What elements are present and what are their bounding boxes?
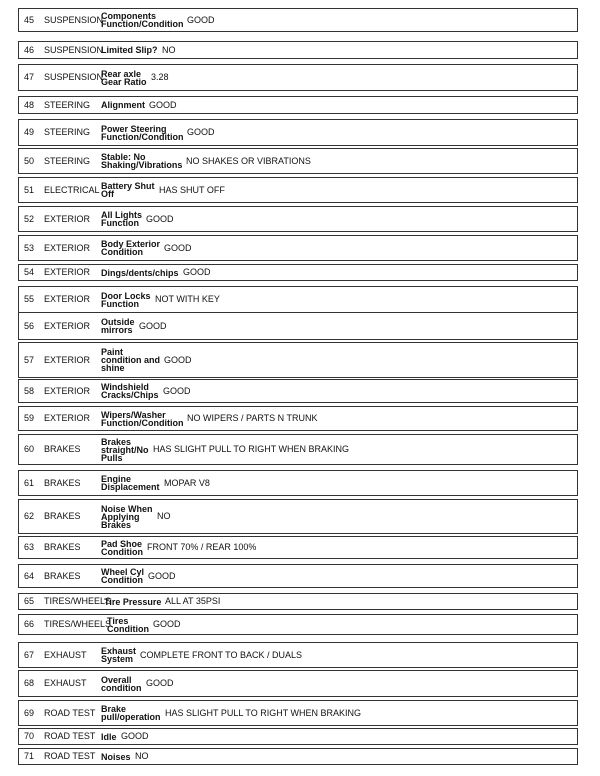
row-item: Noise When Applying Brakes [101, 503, 153, 530]
row-number: 51 [24, 184, 35, 195]
row-category: SUSPENSION [44, 44, 104, 55]
row-item: Rear axle Gear Ratio [101, 68, 147, 87]
row-category: EXHAUST [44, 678, 87, 688]
row-item: Alignment [101, 100, 145, 110]
row-value: GOOD [187, 127, 215, 137]
row-item: Exhaust System [101, 646, 137, 664]
row-number: 67 [24, 649, 35, 660]
row-item: Outside mirrors [101, 317, 135, 335]
row-value: NO SHAKES OR VIBRATIONS [186, 155, 311, 166]
table-row [18, 670, 578, 697]
row-category: EXTERIOR [44, 213, 91, 224]
row-number: 70 [24, 731, 35, 741]
table-row [18, 235, 578, 261]
row-value: GOOD [163, 385, 191, 396]
row-number: 52 [24, 213, 35, 224]
row-value: NOT WITH KEY [155, 294, 220, 304]
row-category: BRAKES [44, 570, 81, 581]
row-item: Pad Shoe Condition [101, 538, 143, 557]
table-row [18, 614, 578, 635]
row-number: 49 [24, 127, 35, 137]
table-row [18, 728, 578, 745]
row-category: STEERING [44, 99, 91, 110]
row-category: ROAD TEST [44, 707, 96, 718]
row-value: COMPLETE FRONT TO BACK / DUALS [140, 649, 303, 660]
row-number: 54 [24, 267, 35, 277]
row-item: Stable: No Shaking/Vibrations [101, 152, 183, 170]
row-category: EXTERIOR [44, 267, 91, 277]
row-number: 48 [24, 99, 35, 110]
row-number: 62 [24, 511, 35, 521]
table-row [18, 593, 578, 610]
row-item: Brake pull/operation [101, 704, 161, 722]
row-category: SUSPENSION [44, 14, 104, 25]
row-item: Engine Displacement [101, 474, 160, 492]
row-number: 58 [24, 385, 35, 396]
row-category: STEERING [44, 127, 91, 137]
row-item: Brakes straight/No Pulls [101, 436, 149, 463]
row-value: GOOD [146, 678, 174, 688]
row-category: TIRES/WHEELS [44, 619, 112, 629]
row-item: Windshield Cracks/Chips [101, 382, 159, 400]
row-value: GOOD [183, 267, 211, 277]
row-number: 53 [24, 242, 35, 253]
row-number: 65 [24, 596, 35, 606]
row-value: 3.28 [151, 72, 169, 82]
row-value: ALL AT 35PSI [165, 596, 221, 606]
row-item: Door Locks Function [101, 290, 151, 309]
row-number: 56 [24, 320, 35, 331]
row-category: SUSPENSION [44, 72, 104, 82]
row-category: EXTERIOR [44, 413, 91, 423]
row-item: Wipers/Washer Function/Condition [101, 409, 184, 428]
table-row [18, 434, 578, 465]
row-category: ELECTRICAL [44, 184, 100, 195]
table-row [18, 379, 578, 403]
row-category: TIRES/WHEELS [44, 596, 112, 606]
row-value: GOOD [121, 731, 149, 741]
row-item: Idle [101, 731, 117, 742]
row-value: GOOD [187, 14, 215, 25]
table-row [18, 406, 578, 431]
row-number: 50 [24, 155, 35, 166]
row-value: NO [157, 511, 171, 521]
row-item: Battery Shut Off [101, 181, 155, 199]
row-category: EXHAUST [44, 649, 87, 660]
row-value: GOOD [146, 213, 174, 224]
row-category: BRAKES [44, 477, 81, 488]
row-number: 46 [24, 44, 35, 55]
row-category: EXTERIOR [44, 354, 91, 365]
row-value: GOOD [164, 242, 192, 253]
table-row [18, 148, 578, 174]
table-row [18, 700, 578, 726]
row-value: NO WIPERS / PARTS N TRUNK [187, 413, 318, 423]
row-value: FRONT 70% / REAR 100% [147, 542, 257, 552]
table-row [18, 642, 578, 668]
table-row [18, 748, 578, 765]
row-number: 63 [24, 542, 35, 552]
row-value: GOOD [153, 619, 181, 629]
row-item: Components Function/Condition [101, 11, 184, 29]
row-category: BRAKES [44, 511, 81, 521]
row-item: Noises [101, 751, 131, 762]
table-row [18, 96, 578, 114]
row-number: 45 [24, 14, 35, 25]
row-number: 69 [24, 707, 35, 718]
row-number: 66 [24, 619, 35, 629]
table-row [18, 8, 578, 32]
row-item: Body Exterior Condition [101, 239, 161, 257]
row-number: 55 [24, 294, 35, 304]
row-number: 64 [24, 570, 35, 581]
row-value: HAS SHUT OFF [159, 184, 225, 195]
table-row [18, 286, 578, 313]
row-category: ROAD TEST [44, 731, 96, 741]
row-value: GOOD [164, 354, 192, 365]
row-value: GOOD [139, 320, 167, 331]
row-number: 71 [24, 751, 35, 761]
table-row [18, 536, 578, 559]
row-item: Power Steering Function/Condition [101, 123, 184, 142]
row-category: BRAKES [44, 542, 81, 552]
row-category: ROAD TEST [44, 751, 96, 761]
row-number: 60 [24, 444, 35, 454]
table-row [18, 564, 578, 588]
row-item: Paint condition and shine [101, 347, 160, 373]
row-item: Tires Condition [107, 615, 149, 634]
row-category: EXTERIOR [44, 242, 91, 253]
table-row [18, 470, 578, 496]
row-value: GOOD [148, 570, 176, 581]
row-value: HAS SLIGHT PULL TO RIGHT WHEN BRAKING [153, 444, 350, 454]
row-value: GOOD [149, 99, 177, 110]
table-row [18, 342, 578, 378]
table-row [18, 177, 578, 203]
row-value: MOPAR V8 [164, 477, 210, 488]
row-number: 61 [24, 477, 35, 488]
row-item: Overall condition [101, 674, 142, 693]
row-number: 68 [24, 678, 35, 688]
row-category: EXTERIOR [44, 385, 91, 396]
row-value: NO [162, 44, 176, 55]
row-number: 57 [24, 354, 35, 365]
table-row [18, 499, 578, 534]
table-row [18, 64, 578, 91]
row-item: Limited Slip? [101, 45, 158, 55]
row-value: NO [135, 751, 149, 761]
row-category: BRAKES [44, 444, 81, 454]
row-item: Wheel Cyl Condition [101, 567, 145, 585]
row-item: Dings/dents/chips [101, 267, 179, 278]
table-row [18, 41, 578, 59]
row-category: STEERING [44, 155, 91, 166]
row-number: 47 [24, 72, 35, 82]
table-row [18, 119, 578, 146]
row-value: HAS SLIGHT PULL TO RIGHT WHEN BRAKING [165, 707, 362, 718]
row-category: EXTERIOR [44, 294, 91, 304]
table-row [18, 206, 578, 232]
row-number: 59 [24, 413, 35, 423]
row-item: All Lights Function [101, 210, 142, 228]
table-row [18, 312, 578, 340]
row-category: EXTERIOR [44, 320, 91, 331]
row-item: Tire Pressure [104, 596, 162, 607]
table-row [18, 264, 578, 281]
